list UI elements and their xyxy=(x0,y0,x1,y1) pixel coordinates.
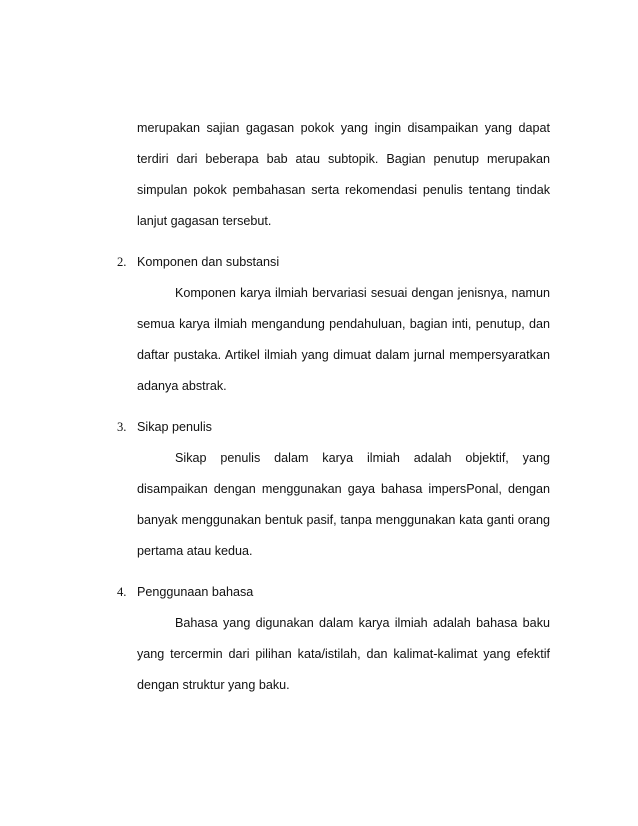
intro-paragraph: merupakan sajian gagasan pokok yang ingin disampaikan yang dapat terdiri dari beberapa bab atau subtopik. Bagian penutup merupakan simpulan pokok pembahasan serta rekomendasi penulis tentang tindak lanjut gagasan tersebut. xyxy=(137,121,550,228)
list-item-number: 4. xyxy=(117,585,127,599)
list-item-title: Sikap penulis xyxy=(137,420,212,434)
list-item-heading xyxy=(117,412,550,443)
list-item-title: Komponen dan substansi xyxy=(137,255,280,269)
list-item-body: Sikap penulis dalam karya ilmiah adalah objektif, yang disampaikan dengan menggunakan gaya bahasa impersPonal, dengan banyak menggunakan bentuk pasif, tanpa menggunakan kata ganti orang pertama atau kedua. xyxy=(137,451,550,558)
list-item-sikap-penulis xyxy=(117,412,550,567)
list-item-heading xyxy=(117,577,550,608)
list-item-body: Komponen karya ilmiah bervariasi sesuai dengan jenisnya, namun semua karya ilmiah mengandung pendahuluan, bagian inti, penutup, dan daftar pustaka. Artikel ilmiah yang dimuat dalam jurnal mempersyaratkan adanya abstrak. xyxy=(137,286,550,393)
list-item-komponen xyxy=(117,247,550,402)
list-item-number: 3. xyxy=(117,420,127,434)
page-content xyxy=(117,113,550,701)
list-item-body: Bahasa yang digunakan dalam karya ilmiah adalah bahasa baku yang tercermin dari pilihan kata/istilah, dan kalimat-kalimat yang efektif dengan struktur yang baku. xyxy=(137,616,550,692)
list-item-number: 2. xyxy=(117,255,127,269)
list-item-title: Penggunaan bahasa xyxy=(137,585,254,599)
list-item-penggunaan-bahasa xyxy=(117,577,550,701)
list-item-heading xyxy=(117,247,550,278)
